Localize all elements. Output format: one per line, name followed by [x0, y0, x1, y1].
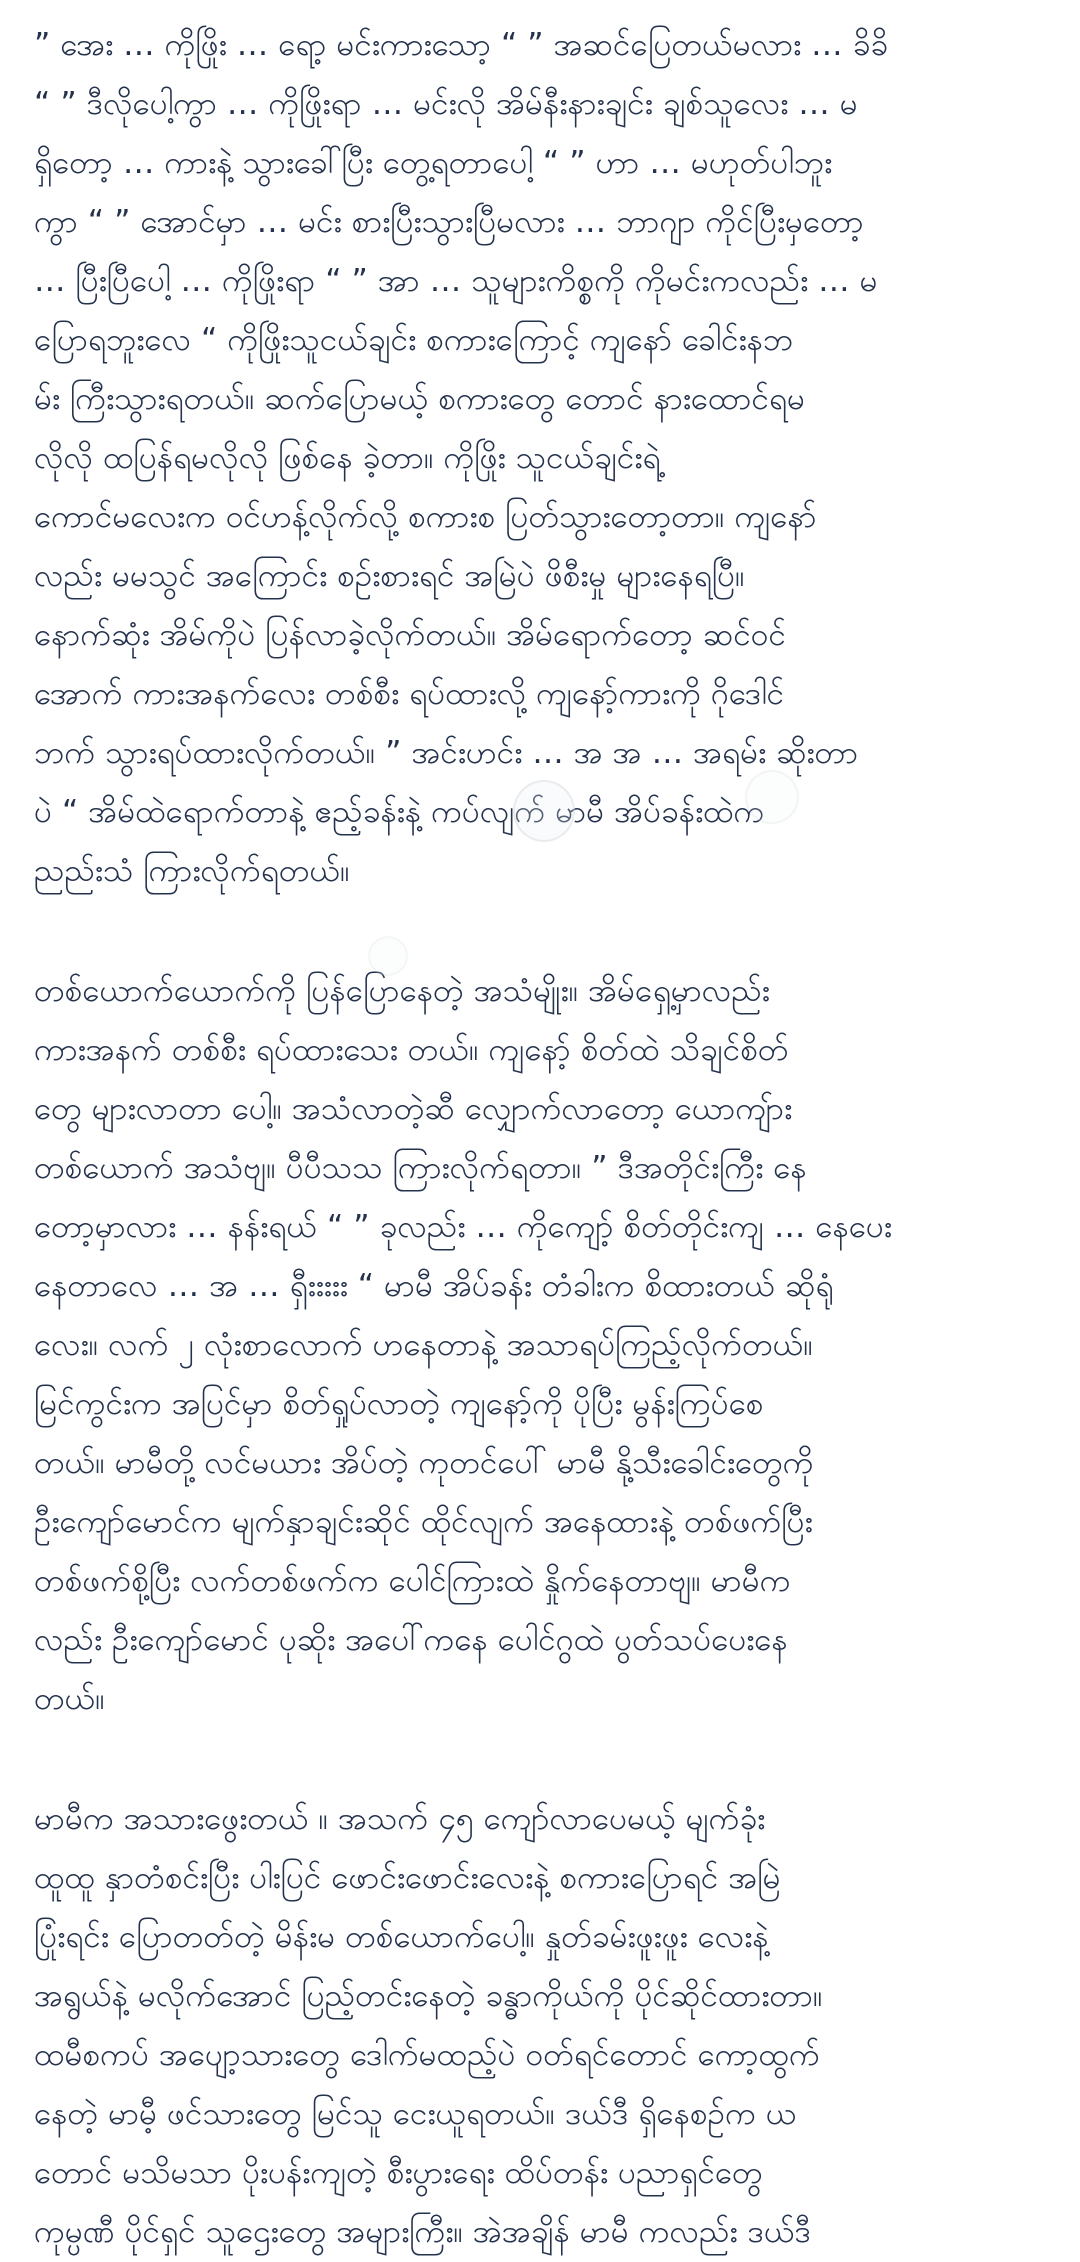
- text-line: ကောင်မလေးက ဝင်ဟန့်လိုက်လို့ စကားစ ပြတ်သွားတော့တာ။ ကျနော်: [34, 499, 817, 535]
- text-line: ပြုံးရင်း ပြောတတ်တဲ့ မိန်းမ တစ်ယောက်ပေါ့။ နှုတ်ခမ်းဖူးဖူး လေးနဲ့: [34, 1919, 769, 1955]
- text-line: ဘက် သွားရပ်ထားလိုက်တယ်။ ” အင်းဟင်း … အ အ … အရမ်း ဆိုးတာ: [34, 735, 859, 771]
- text-line: တော့မှာလား … နန်းရယ် “ ” ခုလည်း … ကိုကျော့် စိတ်တိုင်းကျ … နေပေး: [34, 1209, 892, 1245]
- article-paragraph: [34, 962, 1050, 1729]
- text-line: တယ်။ မာမီတို့ လင်မယား အိပ်တဲ့ ကုတင်ပေါ် မာမီ နို့သီးခေါင်းတွေကို: [34, 1445, 814, 1481]
- text-line: လည်း ဦးကျော်မောင် ပုဆိုး အပေါ်ကနေ ပေါင်ဂွထဲ ပွတ်သပ်ပေးနေ: [34, 1622, 788, 1658]
- text-line: ပြောရဘူးလေ “ ကိုဖြိုးသူငယ်ချင်း စကားကြောင့် ကျနော် ခေါင်းနဘ: [34, 322, 794, 358]
- text-line: ကွာ “ ” အောင်မှာ … မင်း စားပြီးသွားပြီမလား … ဘာဂျာ ကိုင်ပြီးမှတော့: [34, 204, 864, 240]
- text-line: တောင် မသိမသာ ပိုးပန်းကျတဲ့ စီးပွားရေး ထိပ်တန်း ပညာရှင်တွေ: [34, 2155, 763, 2191]
- text-line: အရွယ်နဲ့ မလိုက်အောင် ပြည့်တင်းနေတဲ့ ခန္ဓာကိုယ်ကို ပိုင်ဆိုင်ထားတာ။: [34, 1978, 823, 2014]
- text-line: ကားအနက် တစ်စီး ရပ်ထားသေး တယ်။ ကျနော့် စိတ်ထဲ သိချင်စိတ်: [34, 1032, 789, 1068]
- text-line: နေတာလေ … အ … ရှီးးးးး “ မာမီ အိပ်ခန်း တံခါးက စိထားတယ် ဆိုရုံ: [34, 1268, 834, 1304]
- text-line: တယ်။: [34, 1681, 105, 1717]
- text-line: မ်း ကြီးသွားရတယ်။ ဆက်ပြောမယ့် စကားတွေ တောင် နားထောင်ရမ: [34, 381, 805, 417]
- text-line: ထမီစကပ် အပျော့သားတွေ ဒေါက်မထည့်ပဲ ဝတ်ရင်တောင် ကော့ထွက်: [34, 2037, 820, 2073]
- text-line: လိုလို ထပြန်ရမလိုလို ဖြစ်နေ ခဲ့တာ။ ကိုဖြိုး သူငယ်ချင်းရဲ့: [34, 440, 661, 476]
- text-line: “ ” ဒီလိုပေါ့ကွာ … ကိုဖြိုးရာ … မင်းလို အိမ်နီးနားချင်း ချစ်သူလေး … မ: [34, 86, 858, 122]
- text-line: နေတဲ့ မာမီ့ ဖင်သားတွေ မြင်သူ ငေးယူရတယ်။ ဒယ်ဒီ ရှိနေစဉ်က ယ: [34, 2096, 797, 2132]
- article-paragraph: [34, 16, 1050, 901]
- text-line: … ပြီးပြီပေါ့ … ကိုဖြိုးရာ “ ” အာ … သူများကိစ္စကို ကိုမင်းကလည်း … မ: [34, 263, 878, 299]
- text-line: ညည်းသံ ကြားလိုက်ရတယ်။: [34, 853, 350, 889]
- text-line: မာမီက အသားဖွေးတယ် ။ အသက် ၄၅ ကျော်လာပေမယ့် မျက်ခုံး: [34, 1801, 766, 1837]
- text-line: တစ်ဖက်စို့ပြီး လက်တစ်ဖက်က ပေါင်ကြားထဲ နှိုက်နေတာဗျ။ မာမီက: [34, 1563, 791, 1599]
- article-paragraph: [34, 1790, 1050, 2262]
- text-line: ဦးကျော်မောင်က မျက်နှာချင်းဆိုင် ထိုင်လျက် အနေထားနဲ့ တစ်ဖက်ပြီး: [34, 1504, 813, 1540]
- text-line: ထူထူ နှာတံစင်းပြီး ပါးပြင် ဖောင်းဖောင်းလေးနဲ့ စကားပြောရင် အမြဲ: [34, 1860, 781, 1896]
- text-line: လည်း မမသွင် အကြောင်း စဉ်းစားရင် အမြဲပဲ ဖိစီးမှု များနေရပြီ။: [34, 558, 745, 594]
- text-line: နောက်ဆုံး အိမ်ကိုပဲ ပြန်လာခဲ့လိုက်တယ်။ အိမ်ရောက်တော့ ဆင်ဝင်: [34, 617, 786, 653]
- text-line: အောက် ကားအနက်လေး တစ်စီး ရပ်ထားလို့ ကျနော့်ကားကို ဂိုဒေါင်: [34, 676, 785, 712]
- text-line: ကုမ္ပဏီ ပိုင်ရှင် သူဌေးတွေ အများကြီး။ အဲအချိန် မာမီ ကလည်း ဒယ်ဒီ: [34, 2214, 811, 2250]
- text-line: ” အေး … ကိုဖြိုး … ရော့ မင်းကားသော့ “ ” အဆင်ပြေတယ်မလား … ခိခိ: [34, 27, 889, 63]
- text-line: ရှိတော့ … ကားနဲ့ သွားခေါ်ပြီး တွေ့ရတာပေါ့ “ ” ဟာ … မဟုတ်ပါဘူး: [34, 145, 833, 181]
- text-line: တွေ များလာတာ ပေါ့။ အသံလာတဲ့ဆီ လျှောက်လာတော့ ယောကျ်ား: [34, 1091, 793, 1127]
- text-line: ပဲ “ အိမ်ထဲရောက်တာနဲ့ ဧည့်ခန်းနဲ့ ကပ်လျက် မာမီ အိပ်ခန်းထဲက: [34, 794, 765, 830]
- text-line: မြင်ကွင်းက အပြင်မှာ စိတ်ရှုပ်လာတဲ့ ကျနော့်ကို ပိုပြီး မွန်းကြပ်စေ: [34, 1386, 764, 1422]
- text-line: လေး။ လက် ၂ လုံးစာလောက် ဟနေတာနဲ့ အသာရပ်ကြည့်လိုက်တယ်။: [34, 1327, 813, 1363]
- text-line: တစ်ယောက် အသံဗျ။ ပီပီသသ ကြားလိုက်ရတာ။ ” ဒီအတိုင်းကြီး နေ: [34, 1150, 807, 1186]
- text-line: တစ်ယောက်ယောက်ကို ပြန်ပြောနေတဲ့ အသံမျိုး။ အိမ်ရှေ့မှာလည်း: [34, 973, 770, 1009]
